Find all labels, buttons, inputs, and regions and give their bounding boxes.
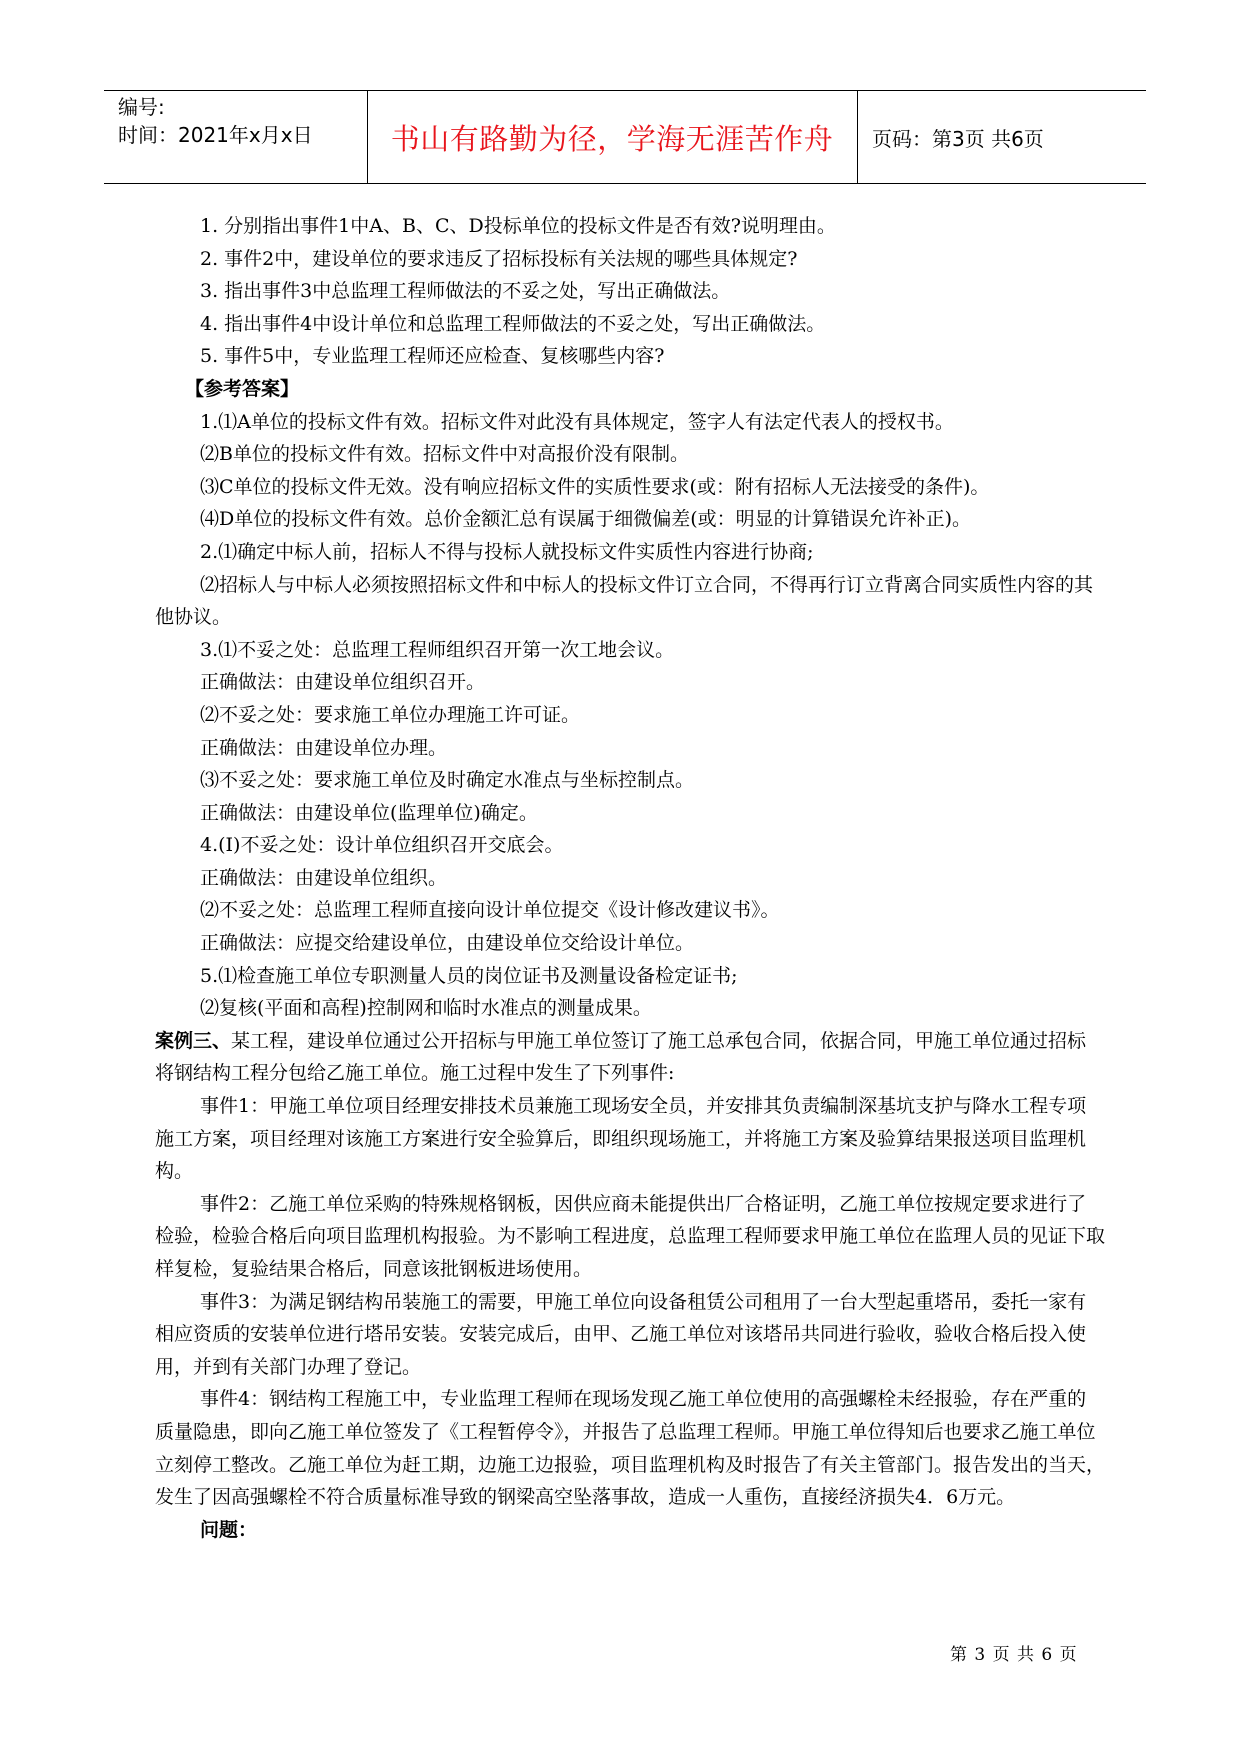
answer-line: ⑶C单位的投标文件无效。没有响应招标文件的实质性要求(或：附有招标人无法接受的条件)。 (200, 475, 990, 498)
answer-line: 2.⑴确定中标人前，招标人不得与投标人就投标文件实质性内容进行协商; (200, 540, 814, 563)
header-left (118, 93, 313, 149)
header-page-label: 页码：第3页 共6页 (872, 126, 1044, 151)
answer-line: 3.⑴不妥之处：总监理工程师组织召开第一次工地会议。 (200, 638, 675, 661)
case3-event-4: 事件4：钢结构工程施工中，专业监理工程师在现场发现乙施工单位使用的高强螺栓未经报验，存在严重的质量隐患，即向乙施工单位签发了《工程暂停令》，并报告了总监理工程师。甲施工单位得知后也要求乙施工单位立刻停工整改。乙施工单位为赶工期，边施工边报验，项目监理机构及时报告了有关主管部门。报告发出的当天，发生了因高强螺栓不符合质量标准导致的钢梁高空坠落事故，造成一人重伤，直接经济损失4．6万元。 (155, 1388, 1106, 1509)
question-5: 5. 事件5中，专业监理工程师还应检查、复核哪些内容? (200, 345, 665, 368)
question-2: 2. 事件2中，建设单位的要求违反了招标投标有关法规的哪些具体规定? (200, 247, 798, 270)
case3-event-1: 事件1：甲施工单位项目经理安排技术员兼施工现场安全员，并安排其负责编制深基坑支护与降水工程专项施工方案，项目经理对该施工方案进行安全验算后，即组织现场施工，并将施工方案及验算结果报送项目监理机构。 (155, 1095, 1087, 1183)
case3-intro-text: 某工程，建设单位通过公开招标与甲施工单位签订了施工总承包合同，依据合同，甲施工单位通过招标将钢结构工程分包给乙施工单位。施工过程中发生了下列事件: (155, 1029, 1087, 1085)
answer-line: ⑵不妥之处：总监理工程师直接向设计单位提交《设计修改建议书》。 (200, 899, 780, 922)
case3-event-2: 事件2：乙施工单位采购的特殊规格钢板，因供应商未能提供出厂合格证明，乙施工单位按规定要求进行了检验，检验合格后向项目监理机构报验。为不影响工程进度，总监理工程师要求甲施工单位在监理人员的见证下取样复检，复验结果合格后，同意该批钢板进场使用。 (155, 1192, 1106, 1280)
answer-line: 正确做法：由建设单位(监理单位)确定。 (200, 801, 538, 824)
answer-line: 4.(I)不妥之处：设计单位组织召开交底会。 (200, 834, 564, 857)
case3-label: 案例三、 (155, 1029, 232, 1052)
answer-line: 1.⑴A单位的投标文件有效。招标文件对此没有具体规定，签字人有法定代表人的授权书。 (200, 410, 954, 433)
time-label: 时间：2021年x月x日 (118, 123, 313, 147)
answer-line: ⑵复核(平面和高程)控制网和临时水准点的测量成果。 (200, 997, 652, 1020)
answer-line: 正确做法：由建设单位办理。 (200, 736, 448, 759)
document-body (155, 210, 1105, 1546)
answer-line: 正确做法：由建设单位组织召开。 (200, 671, 486, 694)
answer-line: ⑵不妥之处：要求施工单位办理施工许可证。 (200, 703, 581, 726)
header-motto: 书山有路勤为径，学海无涯苦作舟 (390, 121, 834, 156)
answer-line: 正确做法：由建设单位组织。 (200, 866, 448, 889)
question-4: 4. 指出事件4中设计单位和总监理工程师做法的不妥之处，写出正确做法。 (200, 312, 826, 335)
page-footer: 第 3 页 共 6 页 (950, 1645, 1078, 1665)
case3-question-label: 问题： (200, 1518, 258, 1541)
number-label: 编号: (118, 95, 165, 119)
answer-line: ⑷D单位的投标文件有效。总价金额汇总有误属于细微偏差(或：明显的计算错误允许补正)。 (200, 508, 972, 531)
answer-line: ⑵B单位的投标文件有效。招标文件中对高报价没有限制。 (200, 443, 689, 466)
question-1: 1. 分别指出事件1中A、B、C、D投标单位的投标文件是否有效?说明理由。 (200, 215, 836, 237)
answer-line: 5.⑴检查施工单位专职测量人员的岗位证书及测量设备检定证书; (200, 964, 738, 987)
answer-heading: 【参考答案】 (185, 377, 300, 400)
answer-line: ⑵招标人与中标人必须按照招标文件和中标人的投标文件订立合同，不得再行订立背离合同实质性内容的其他协议。 (155, 573, 1094, 629)
question-3: 3. 指出事件3中总监理工程师做法的不妥之处，写出正确做法。 (200, 280, 731, 303)
answer-line: 正确做法：应提交给建设单位，由建设单位交给设计单位。 (200, 932, 695, 955)
page-header (104, 90, 1146, 184)
answer-line: ⑶不妥之处：要求施工单位及时确定水准点与坐标控制点。 (200, 769, 695, 792)
header-divider (857, 91, 858, 183)
case3-event-3: 事件3：为满足钢结构吊装施工的需要，甲施工单位向设备租赁公司租用了一台大型起重塔吊，委托一家有相应资质的安装单位进行塔吊安装。安装完成后，由甲、乙施工单位对该塔吊共同进行验收，验收合格后投入使用，并到有关部门办理了登记。 (155, 1290, 1087, 1378)
case3-intro (155, 1025, 1105, 1090)
